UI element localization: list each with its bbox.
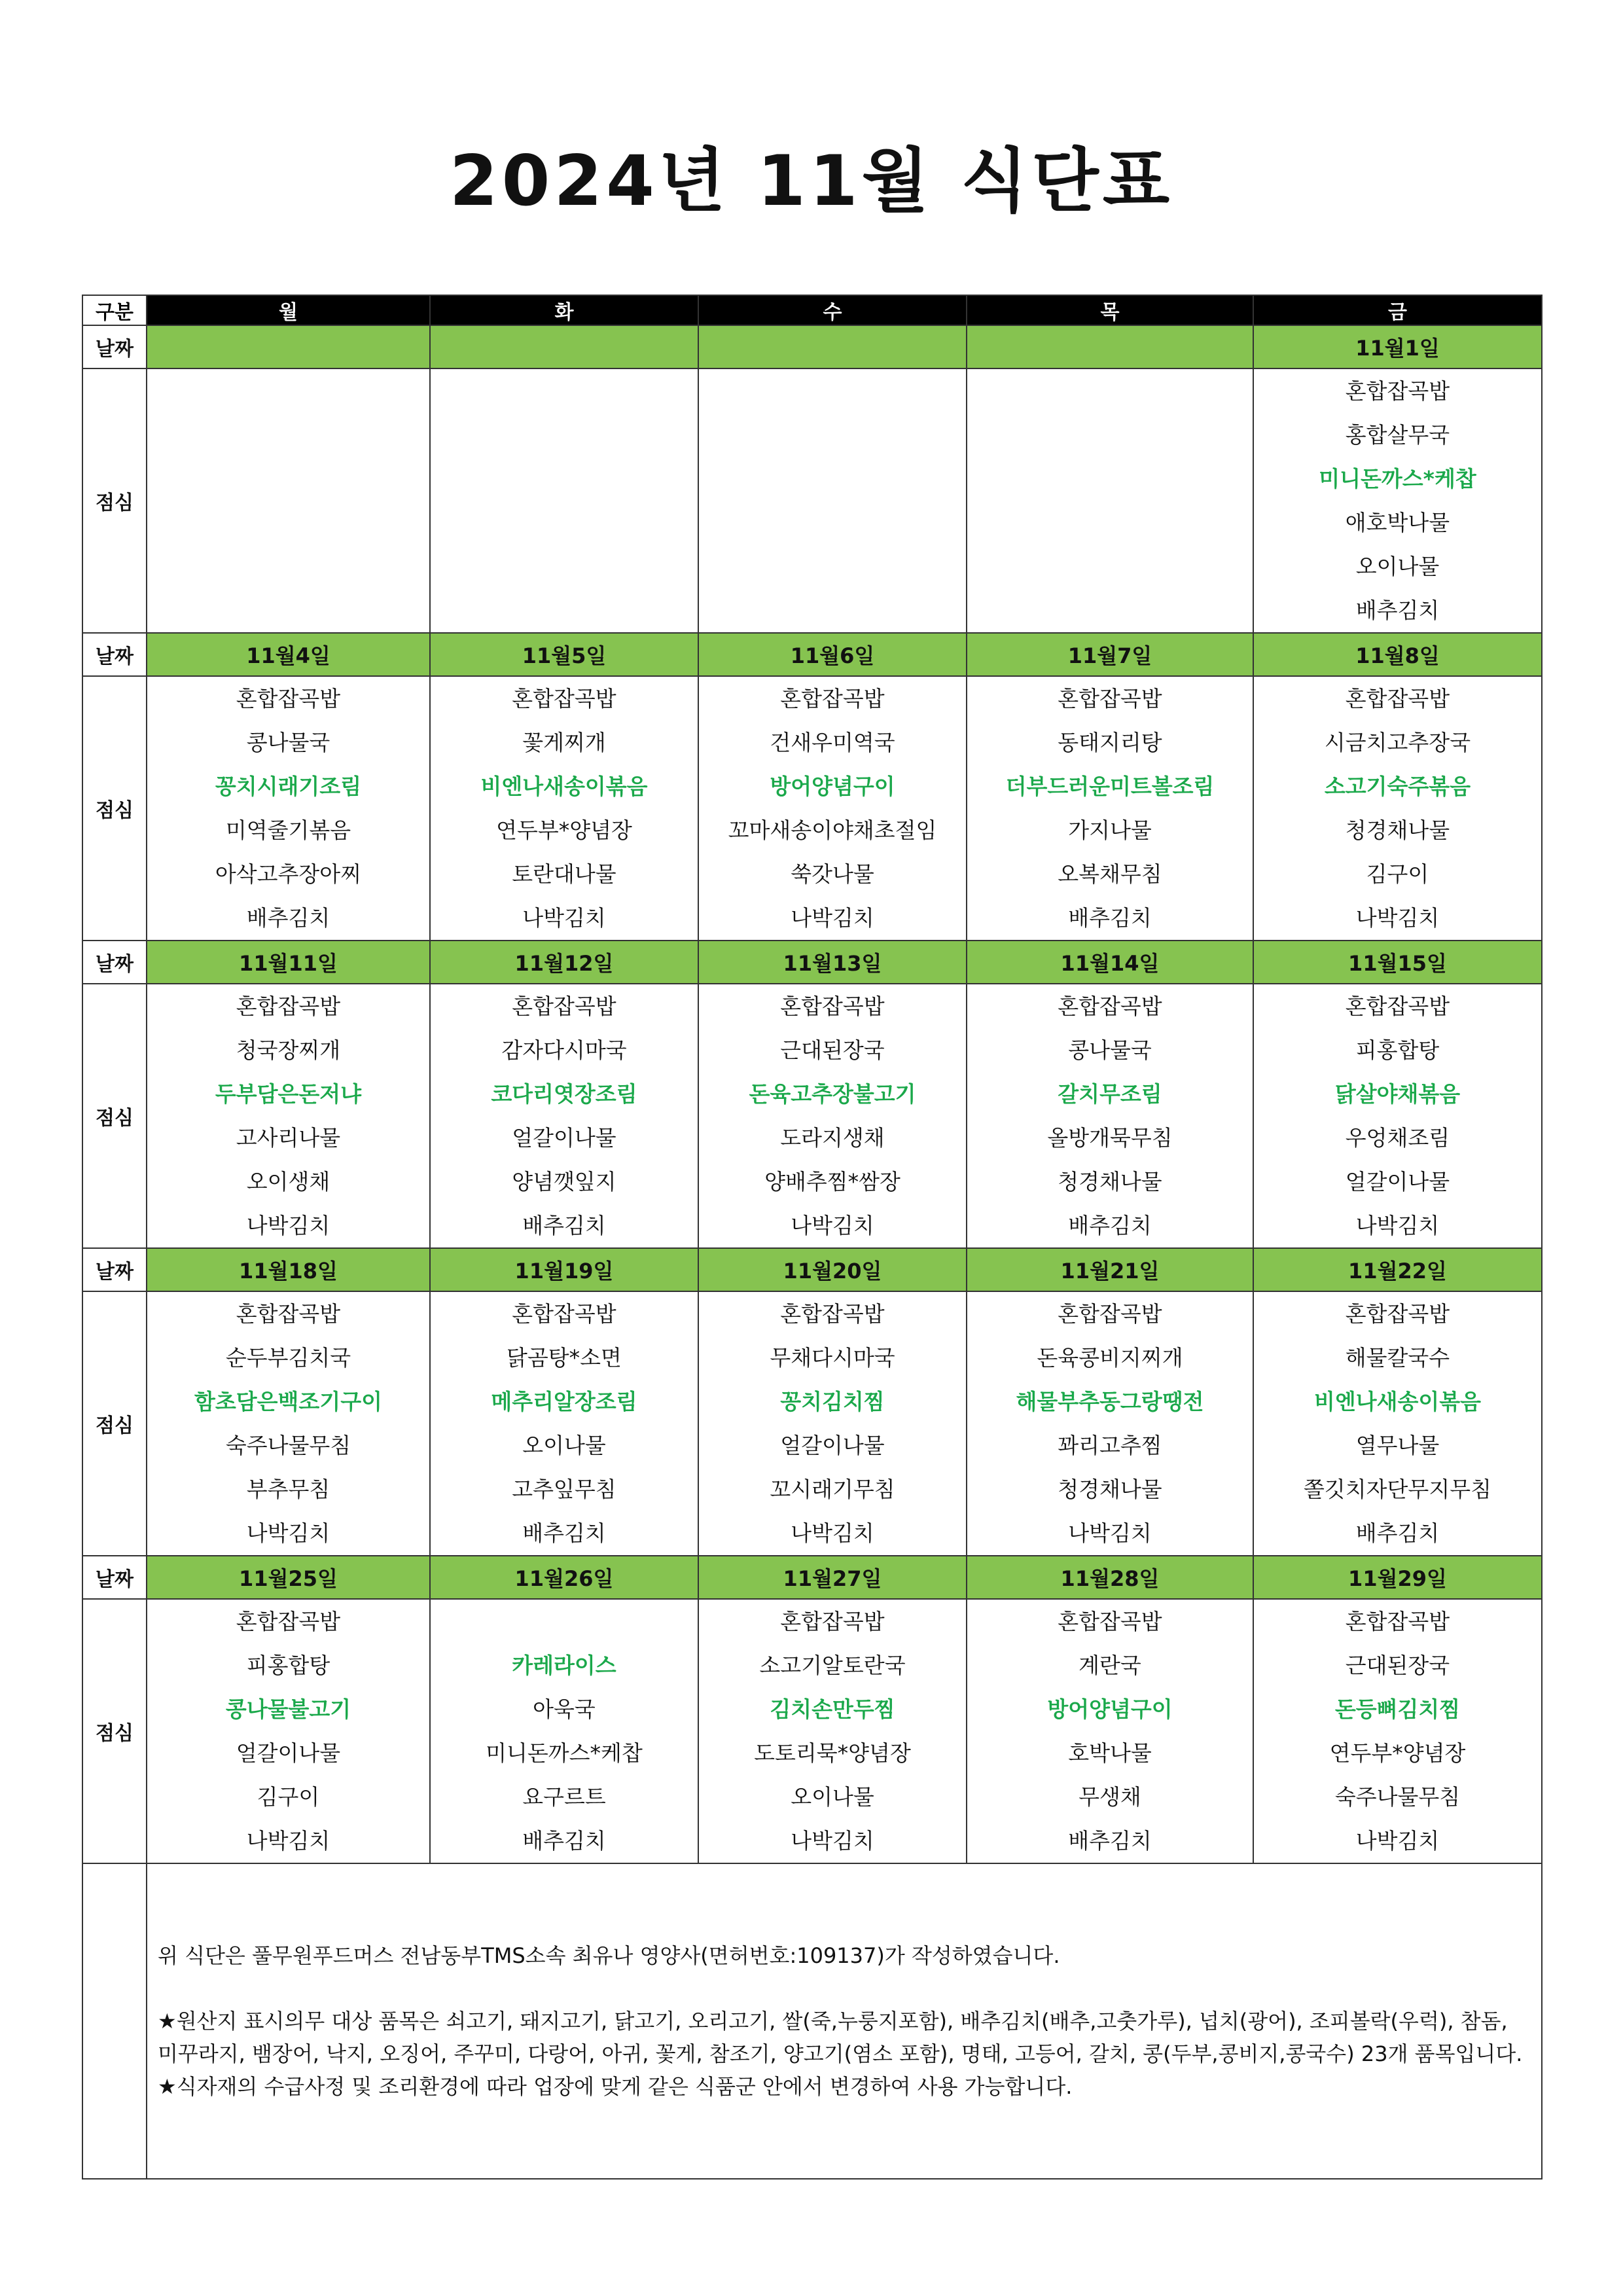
main-dish: 꽁치김치찜 xyxy=(780,1389,885,1414)
date-cell-wed: 11월20일 xyxy=(698,1248,967,1291)
menu-item: 배추김치 xyxy=(246,905,330,931)
notes-cell xyxy=(147,1863,1542,2179)
menu-item: 청경채나물 xyxy=(1058,1169,1162,1194)
menu-item: 감자다시마국 xyxy=(501,1037,627,1063)
menu-item: 양배추찜*쌈장 xyxy=(764,1169,901,1194)
origin-note: ★원산지 표시의무 대상 품목은 쇠고기, 돼지고기, 닭고기, 오리고기, 쌀(죽,누룽지포함), 배추김치(배추,고춧가루), 넙치(광어), 조피볼락(우럭), 참돔, 미꾸라지, 뱀장어, 낙지, 오징어, 주꾸미, 다랑어, 아귀, 꽃게, 참조기, 양고기(염소 포함), 명태, 고등어, 갈치, 콩(두부,콩비지,콩국수) 23개 품목입니다. xyxy=(158,2009,1523,2066)
menu-item: 고사리나물 xyxy=(236,1125,341,1151)
menu-item: 혼합잡곡밥 xyxy=(1058,1301,1162,1327)
menu-item: 근대된장국 xyxy=(1345,1653,1450,1678)
menu-item: 배추김치 xyxy=(1355,1520,1440,1546)
menu-item: 혼합잡곡밥 xyxy=(512,686,616,711)
menu-item: 가지나물 xyxy=(1068,817,1152,843)
menu-item: 쫄깃치자단무지무침 xyxy=(1304,1477,1491,1502)
menu-item: 나박김치 xyxy=(246,1213,330,1238)
lunch-row xyxy=(82,984,1542,1248)
menu-cell-fri xyxy=(1253,984,1542,1248)
date-cell-fri: 11월22일 xyxy=(1253,1248,1542,1291)
lunch-label: 점심 xyxy=(82,676,147,941)
menu-item: 돈육콩비지찌개 xyxy=(1037,1345,1183,1371)
date-cell-thu: 11월7일 xyxy=(967,633,1253,676)
menu-cell-wed xyxy=(698,1599,967,1863)
main-dish: 비엔나새송이볶음 xyxy=(480,774,648,799)
date-row xyxy=(82,941,1542,984)
weekday-header-mon: 월 xyxy=(147,295,430,325)
menu-cell-thu xyxy=(967,984,1253,1248)
menu-item: 오이나물 xyxy=(522,1433,606,1458)
menu-item: 얼갈이나물 xyxy=(512,1125,616,1151)
menu-cell-fri xyxy=(1253,1291,1542,1556)
main-dish: 방어양념구이 xyxy=(1047,1696,1173,1722)
lunch-label: 점심 xyxy=(82,984,147,1248)
date-cell-wed xyxy=(698,325,967,368)
date-cell-thu: 11월28일 xyxy=(967,1556,1253,1599)
date-cell-wed: 11월6일 xyxy=(698,633,967,676)
menu-cell-wed xyxy=(698,676,967,941)
main-dish: 두부담은돈저냐 xyxy=(215,1081,362,1107)
menu-item: 도라지생채 xyxy=(780,1125,885,1151)
menu-item: 배추김치 xyxy=(1355,598,1440,623)
weekday-header-row xyxy=(82,295,1542,325)
lunch-label: 점심 xyxy=(82,368,147,633)
weekday-header-thu: 목 xyxy=(967,295,1253,325)
date-cell-fri: 11월15일 xyxy=(1253,941,1542,984)
menu-item: 쑥갓나물 xyxy=(791,861,874,887)
menu-item: 혼합잡곡밥 xyxy=(1345,1609,1450,1634)
menu-item: 숙주나물무침 xyxy=(1334,1784,1461,1810)
menu-item: 우엉채조림 xyxy=(1345,1125,1450,1151)
date-cell-tue: 11월12일 xyxy=(430,941,698,984)
menu-item: 숙주나물무침 xyxy=(225,1433,351,1458)
menu-cell-mon xyxy=(147,676,430,941)
menu-item: 얼갈이나물 xyxy=(236,1740,341,1766)
date-cell-mon xyxy=(147,325,430,368)
main-dish: 해물부추동그랑땡전 xyxy=(1016,1389,1204,1414)
menu-item: 꼬마새송이야채초절임 xyxy=(728,817,937,843)
main-dish: 비엔나새송이볶음 xyxy=(1313,1389,1482,1414)
menu-cell-mon xyxy=(147,1599,430,1863)
date-row xyxy=(82,1248,1542,1291)
menu-item: 열무나물 xyxy=(1355,1433,1440,1458)
menu-cell-mon xyxy=(147,368,430,633)
main-dish: 더부드러운미트볼조림 xyxy=(1005,774,1215,799)
date-row xyxy=(82,633,1542,676)
date-cell-mon: 11월18일 xyxy=(147,1248,430,1291)
menu-item: 꼬시래기무침 xyxy=(770,1477,895,1502)
menu-item: 혼합잡곡밥 xyxy=(236,994,341,1019)
menu-item xyxy=(431,1600,698,1643)
menu-cell-mon xyxy=(147,984,430,1248)
menu-item: 나박김치 xyxy=(1068,1520,1152,1546)
menu-item: 피홍합탕 xyxy=(1355,1037,1440,1063)
menu-item: 나박김치 xyxy=(1355,1213,1440,1238)
menu-item: 청경채나물 xyxy=(1058,1477,1162,1502)
dietitian-note: 위 식단은 풀무원푸드머스 전남동부TMS소속 최유나 영양사(면허번호:109137)가 작성하였습니다. xyxy=(158,1943,1060,1968)
date-cell-mon: 11월4일 xyxy=(147,633,430,676)
notes-row xyxy=(82,1863,1542,2179)
main-dish: 꽁치시래기조림 xyxy=(215,774,362,799)
date-row xyxy=(82,1556,1542,1599)
menu-item: 오이나물 xyxy=(1355,554,1440,579)
menu-cell-thu xyxy=(967,1291,1253,1556)
menu-cell-thu xyxy=(967,368,1253,633)
menu-item: 소고기알토란국 xyxy=(759,1653,906,1678)
menu-cell-thu xyxy=(967,1599,1253,1863)
main-dish: 닭살야채볶음 xyxy=(1334,1081,1461,1107)
menu-item: 무채다시마국 xyxy=(770,1345,895,1371)
menu-item: 얼갈이나물 xyxy=(1345,1169,1450,1194)
menu-item: 나박김치 xyxy=(791,1828,874,1854)
menu-item: 혼합잡곡밥 xyxy=(1345,1301,1450,1327)
menu-item: 배추김치 xyxy=(522,1520,606,1546)
menu-cell-wed xyxy=(698,1291,967,1556)
menu-item: 얼갈이나물 xyxy=(780,1433,885,1458)
menu-cell-tue xyxy=(430,1599,698,1863)
main-dish: 함초담은백조기구이 xyxy=(194,1389,382,1414)
main-dish: 돈등뼈김치찜 xyxy=(1334,1696,1461,1722)
date-cell-thu: 11월14일 xyxy=(967,941,1253,984)
menu-item: 나박김치 xyxy=(1355,905,1440,931)
menu-item: 순두부김치국 xyxy=(225,1345,351,1371)
menu-item: 도토리묵*양념장 xyxy=(754,1740,911,1766)
lunch-label: 점심 xyxy=(82,1599,147,1863)
substitution-note: ★식자재의 수급사정 및 조리환경에 따라 업장에 맞게 같은 식품군 안에서 변경하여 사용 가능합니다. xyxy=(158,2074,1073,2099)
menu-item: 닭곰탕*소면 xyxy=(507,1345,622,1371)
menu-item: 호박나물 xyxy=(1068,1740,1152,1766)
menu-item: 나박김치 xyxy=(246,1520,330,1546)
menu-item: 애호박나물 xyxy=(1345,510,1450,535)
main-dish: 코다리엿장조림 xyxy=(491,1081,637,1107)
menu-item: 혼합잡곡밥 xyxy=(1058,1609,1162,1634)
date-cell-fri: 11월1일 xyxy=(1253,325,1542,368)
main-dish: 카레라이스 xyxy=(512,1653,616,1678)
date-cell-thu: 11월21일 xyxy=(967,1248,1253,1291)
menu-item: 꽃게찌개 xyxy=(522,730,606,755)
menu-item: 고추잎무침 xyxy=(512,1477,616,1502)
menu-item: 혼합잡곡밥 xyxy=(1058,994,1162,1019)
menu-item: 청경채나물 xyxy=(1345,817,1450,843)
menu-item: 콩나물국 xyxy=(246,730,330,755)
menu-item: 배추김치 xyxy=(522,1213,606,1238)
menu-table xyxy=(82,295,1543,2179)
menu-item: 연두부*양념장 xyxy=(1329,1740,1466,1766)
menu-item: 오복채무침 xyxy=(1058,861,1162,887)
notes-label-cell xyxy=(82,1863,147,2179)
menu-item: 김구이 xyxy=(1366,861,1429,887)
lunch-label: 점심 xyxy=(82,1291,147,1556)
menu-item: 시금치고추장국 xyxy=(1324,730,1471,755)
menu-item: 피홍합탕 xyxy=(246,1653,330,1678)
menu-item: 미역줄기볶음 xyxy=(225,817,351,843)
page-title: 2024년 11월 식단표 xyxy=(449,141,1174,221)
date-cell-fri: 11월8일 xyxy=(1253,633,1542,676)
menu-item: 혼합잡곡밥 xyxy=(780,1301,885,1327)
menu-body xyxy=(82,325,1542,1863)
menu-item: 혼합잡곡밥 xyxy=(1058,686,1162,711)
menu-item: 김구이 xyxy=(257,1784,320,1810)
menu-item: 배추김치 xyxy=(1068,1213,1152,1238)
weekday-header-fri: 금 xyxy=(1253,295,1542,325)
menu-item: 나박김치 xyxy=(791,905,874,931)
menu-item: 양념깻잎지 xyxy=(512,1169,616,1194)
lunch-row xyxy=(82,676,1542,941)
date-label: 날짜 xyxy=(82,1556,147,1599)
note-spacer xyxy=(158,1972,1531,2005)
menu-item: 혼합잡곡밥 xyxy=(780,686,885,711)
menu-cell-tue xyxy=(430,1291,698,1556)
date-label: 날짜 xyxy=(82,941,147,984)
date-cell-thu xyxy=(967,325,1253,368)
date-cell-fri: 11월29일 xyxy=(1253,1556,1542,1599)
menu-item: 혼합잡곡밥 xyxy=(780,994,885,1019)
menu-item: 배추김치 xyxy=(522,1828,606,1854)
menu-cell-fri xyxy=(1253,676,1542,941)
menu-item: 토란대나물 xyxy=(512,861,616,887)
main-dish: 갈치무조림 xyxy=(1058,1081,1162,1107)
lunch-row xyxy=(82,368,1542,633)
menu-item: 나박김치 xyxy=(791,1520,874,1546)
menu-item: 무생채 xyxy=(1079,1784,1141,1810)
menu-cell-tue xyxy=(430,984,698,1248)
date-cell-mon: 11월25일 xyxy=(147,1556,430,1599)
menu-item: 혼합잡곡밥 xyxy=(236,1301,341,1327)
date-label: 날짜 xyxy=(82,325,147,368)
menu-cell-mon xyxy=(147,1291,430,1556)
weekday-header-tue: 화 xyxy=(430,295,698,325)
main-dish: 돈육고추장불고기 xyxy=(749,1081,916,1107)
main-dish: 미니돈까스*케찹 xyxy=(1319,466,1476,492)
main-dish: 방어양념구이 xyxy=(770,774,895,799)
weekday-header-wed: 수 xyxy=(698,295,967,325)
menu-item: 콩나물국 xyxy=(1068,1037,1152,1063)
menu-item: 아삭고추장아찌 xyxy=(215,861,362,887)
menu-item: 계란국 xyxy=(1079,1653,1141,1678)
menu-item: 혼합잡곡밥 xyxy=(236,686,341,711)
menu-item: 배추김치 xyxy=(1068,1828,1152,1854)
main-dish: 김치손만두찜 xyxy=(770,1696,895,1722)
menu-item: 근대된장국 xyxy=(780,1037,885,1063)
gubun-header: 구분 xyxy=(82,295,147,325)
menu-item: 미니돈까스*케찹 xyxy=(486,1740,643,1766)
menu-item: 혼합잡곡밥 xyxy=(512,1301,616,1327)
menu-item: 혼합잡곡밥 xyxy=(1345,994,1450,1019)
menu-item: 혼합잡곡밥 xyxy=(236,1609,341,1634)
menu-cell-fri xyxy=(1253,1599,1542,1863)
menu-cell-thu xyxy=(967,676,1253,941)
menu-item: 오이생채 xyxy=(246,1169,330,1194)
date-cell-mon: 11월11일 xyxy=(147,941,430,984)
main-dish: 소고기숙주볶음 xyxy=(1324,774,1471,799)
menu-item: 나박김치 xyxy=(246,1828,330,1854)
menu-item: 부추무침 xyxy=(246,1477,330,1502)
lunch-row xyxy=(82,1291,1542,1556)
menu-item: 동태지리탕 xyxy=(1058,730,1162,755)
main-dish: 메추리알장조림 xyxy=(491,1389,637,1414)
menu-cell-tue xyxy=(430,368,698,633)
date-cell-wed: 11월13일 xyxy=(698,941,967,984)
menu-item: 나박김치 xyxy=(522,905,606,931)
menu-cell-fri xyxy=(1253,368,1542,633)
date-cell-tue xyxy=(430,325,698,368)
date-cell-tue: 11월26일 xyxy=(430,1556,698,1599)
date-row xyxy=(82,325,1542,368)
lunch-row xyxy=(82,1599,1542,1863)
menu-cell-wed xyxy=(698,368,967,633)
main-dish: 콩나물불고기 xyxy=(225,1696,351,1722)
menu-item: 혼합잡곡밥 xyxy=(780,1609,885,1634)
date-cell-tue: 11월5일 xyxy=(430,633,698,676)
menu-item: 오이나물 xyxy=(791,1784,874,1810)
menu-item: 나박김치 xyxy=(791,1213,874,1238)
menu-cell-tue xyxy=(430,676,698,941)
menu-item: 건새우미역국 xyxy=(770,730,895,755)
menu-item: 혼합잡곡밥 xyxy=(1345,686,1450,711)
date-cell-wed: 11월27일 xyxy=(698,1556,967,1599)
date-label: 날짜 xyxy=(82,1248,147,1291)
menu-item: 해물칼국수 xyxy=(1345,1345,1450,1371)
menu-item: 올방개묵무침 xyxy=(1047,1125,1173,1151)
menu-item: 요구르트 xyxy=(522,1784,606,1810)
menu-item: 배추김치 xyxy=(1068,905,1152,931)
menu-item: 연두부*양념장 xyxy=(496,817,632,843)
menu-item: 꽈리고추찜 xyxy=(1058,1433,1162,1458)
date-label: 날짜 xyxy=(82,633,147,676)
menu-item: 혼합잡곡밥 xyxy=(1345,378,1450,404)
menu-item: 청국장찌개 xyxy=(236,1037,341,1063)
menu-cell-wed xyxy=(698,984,967,1248)
menu-item: 나박김치 xyxy=(1355,1828,1440,1854)
menu-item: 아욱국 xyxy=(533,1696,596,1722)
date-cell-tue: 11월19일 xyxy=(430,1248,698,1291)
menu-item: 홍합살무국 xyxy=(1345,422,1450,448)
menu-item: 혼합잡곡밥 xyxy=(512,994,616,1019)
